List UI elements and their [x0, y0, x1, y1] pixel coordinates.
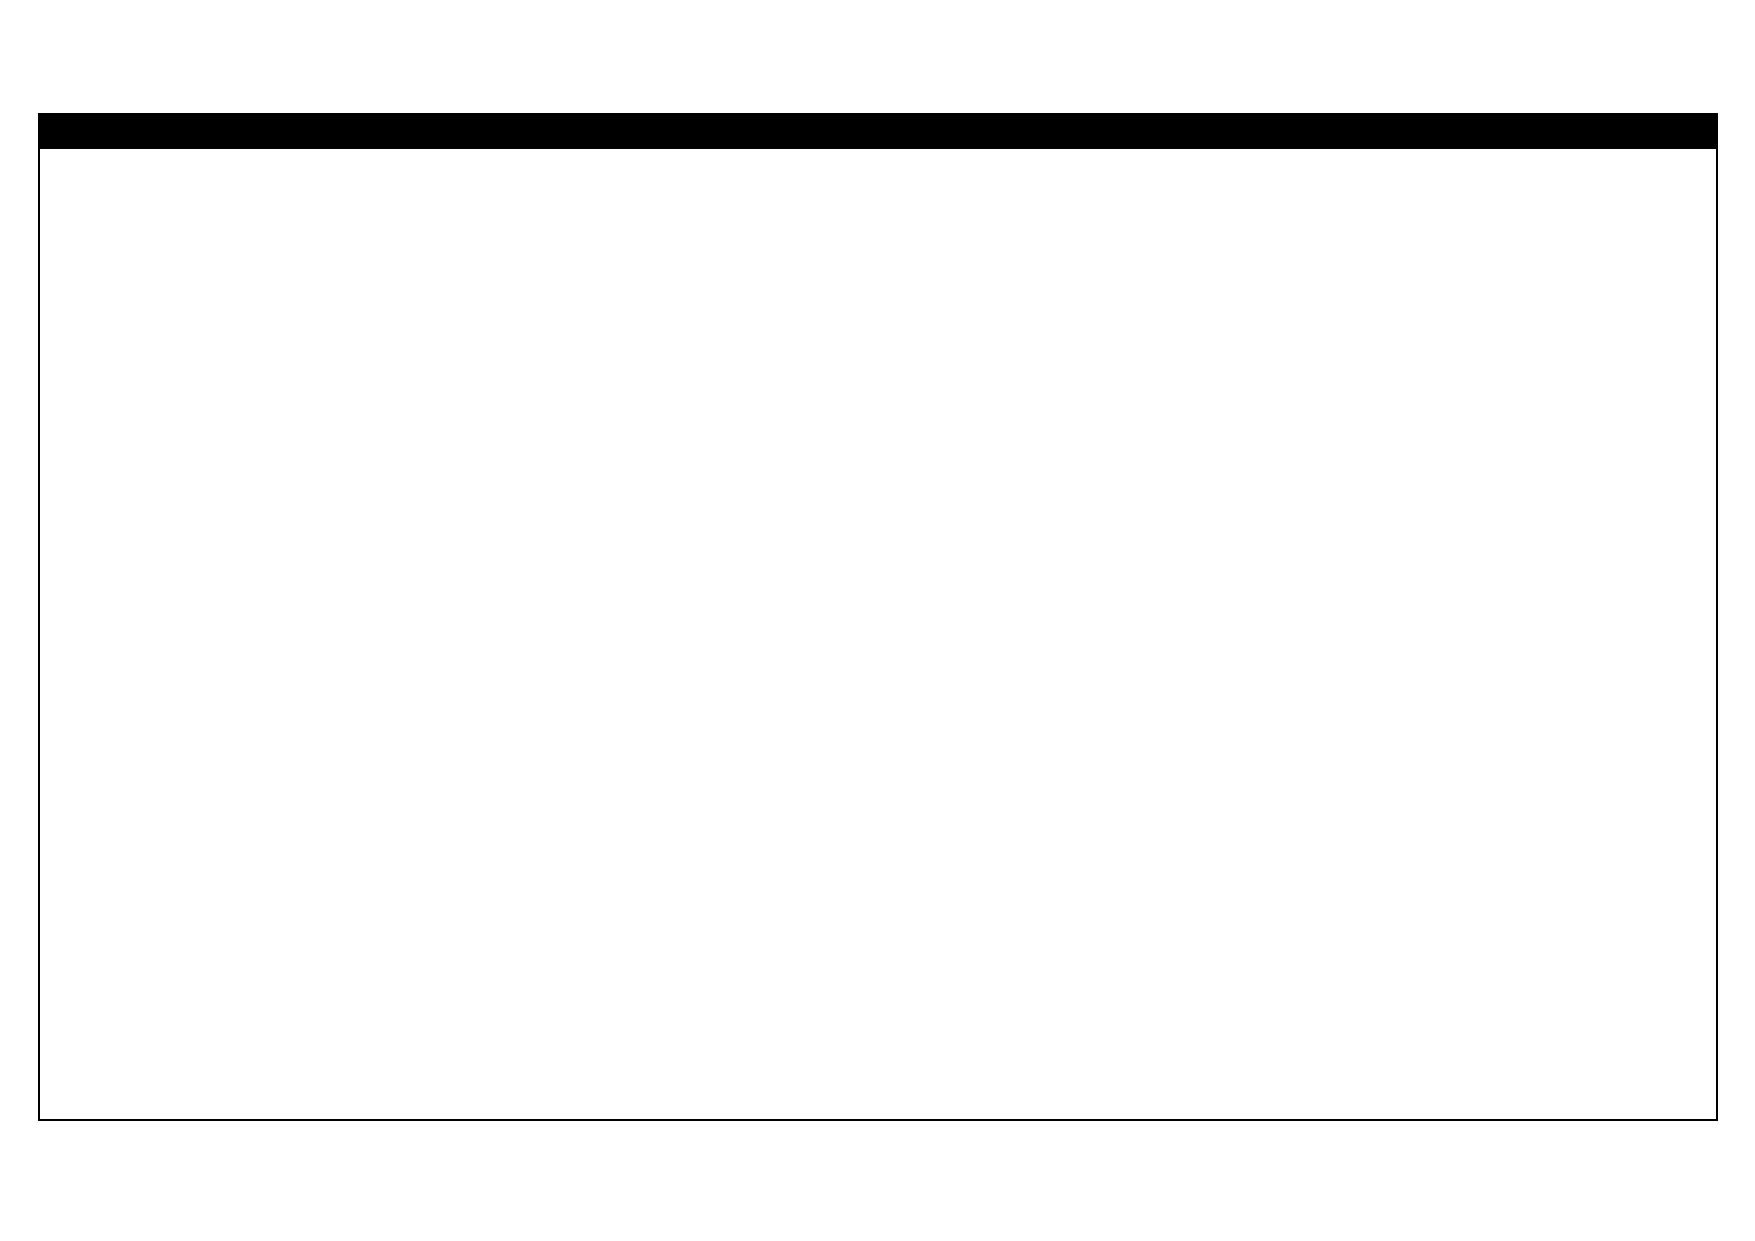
- calendar-title: [40, 115, 1716, 149]
- promo-box: HI-SP ABS: [40, 115, 760, 116]
- weekday-header: [40, 149, 1716, 170]
- schedule-calendar: [38, 76, 1718, 1121]
